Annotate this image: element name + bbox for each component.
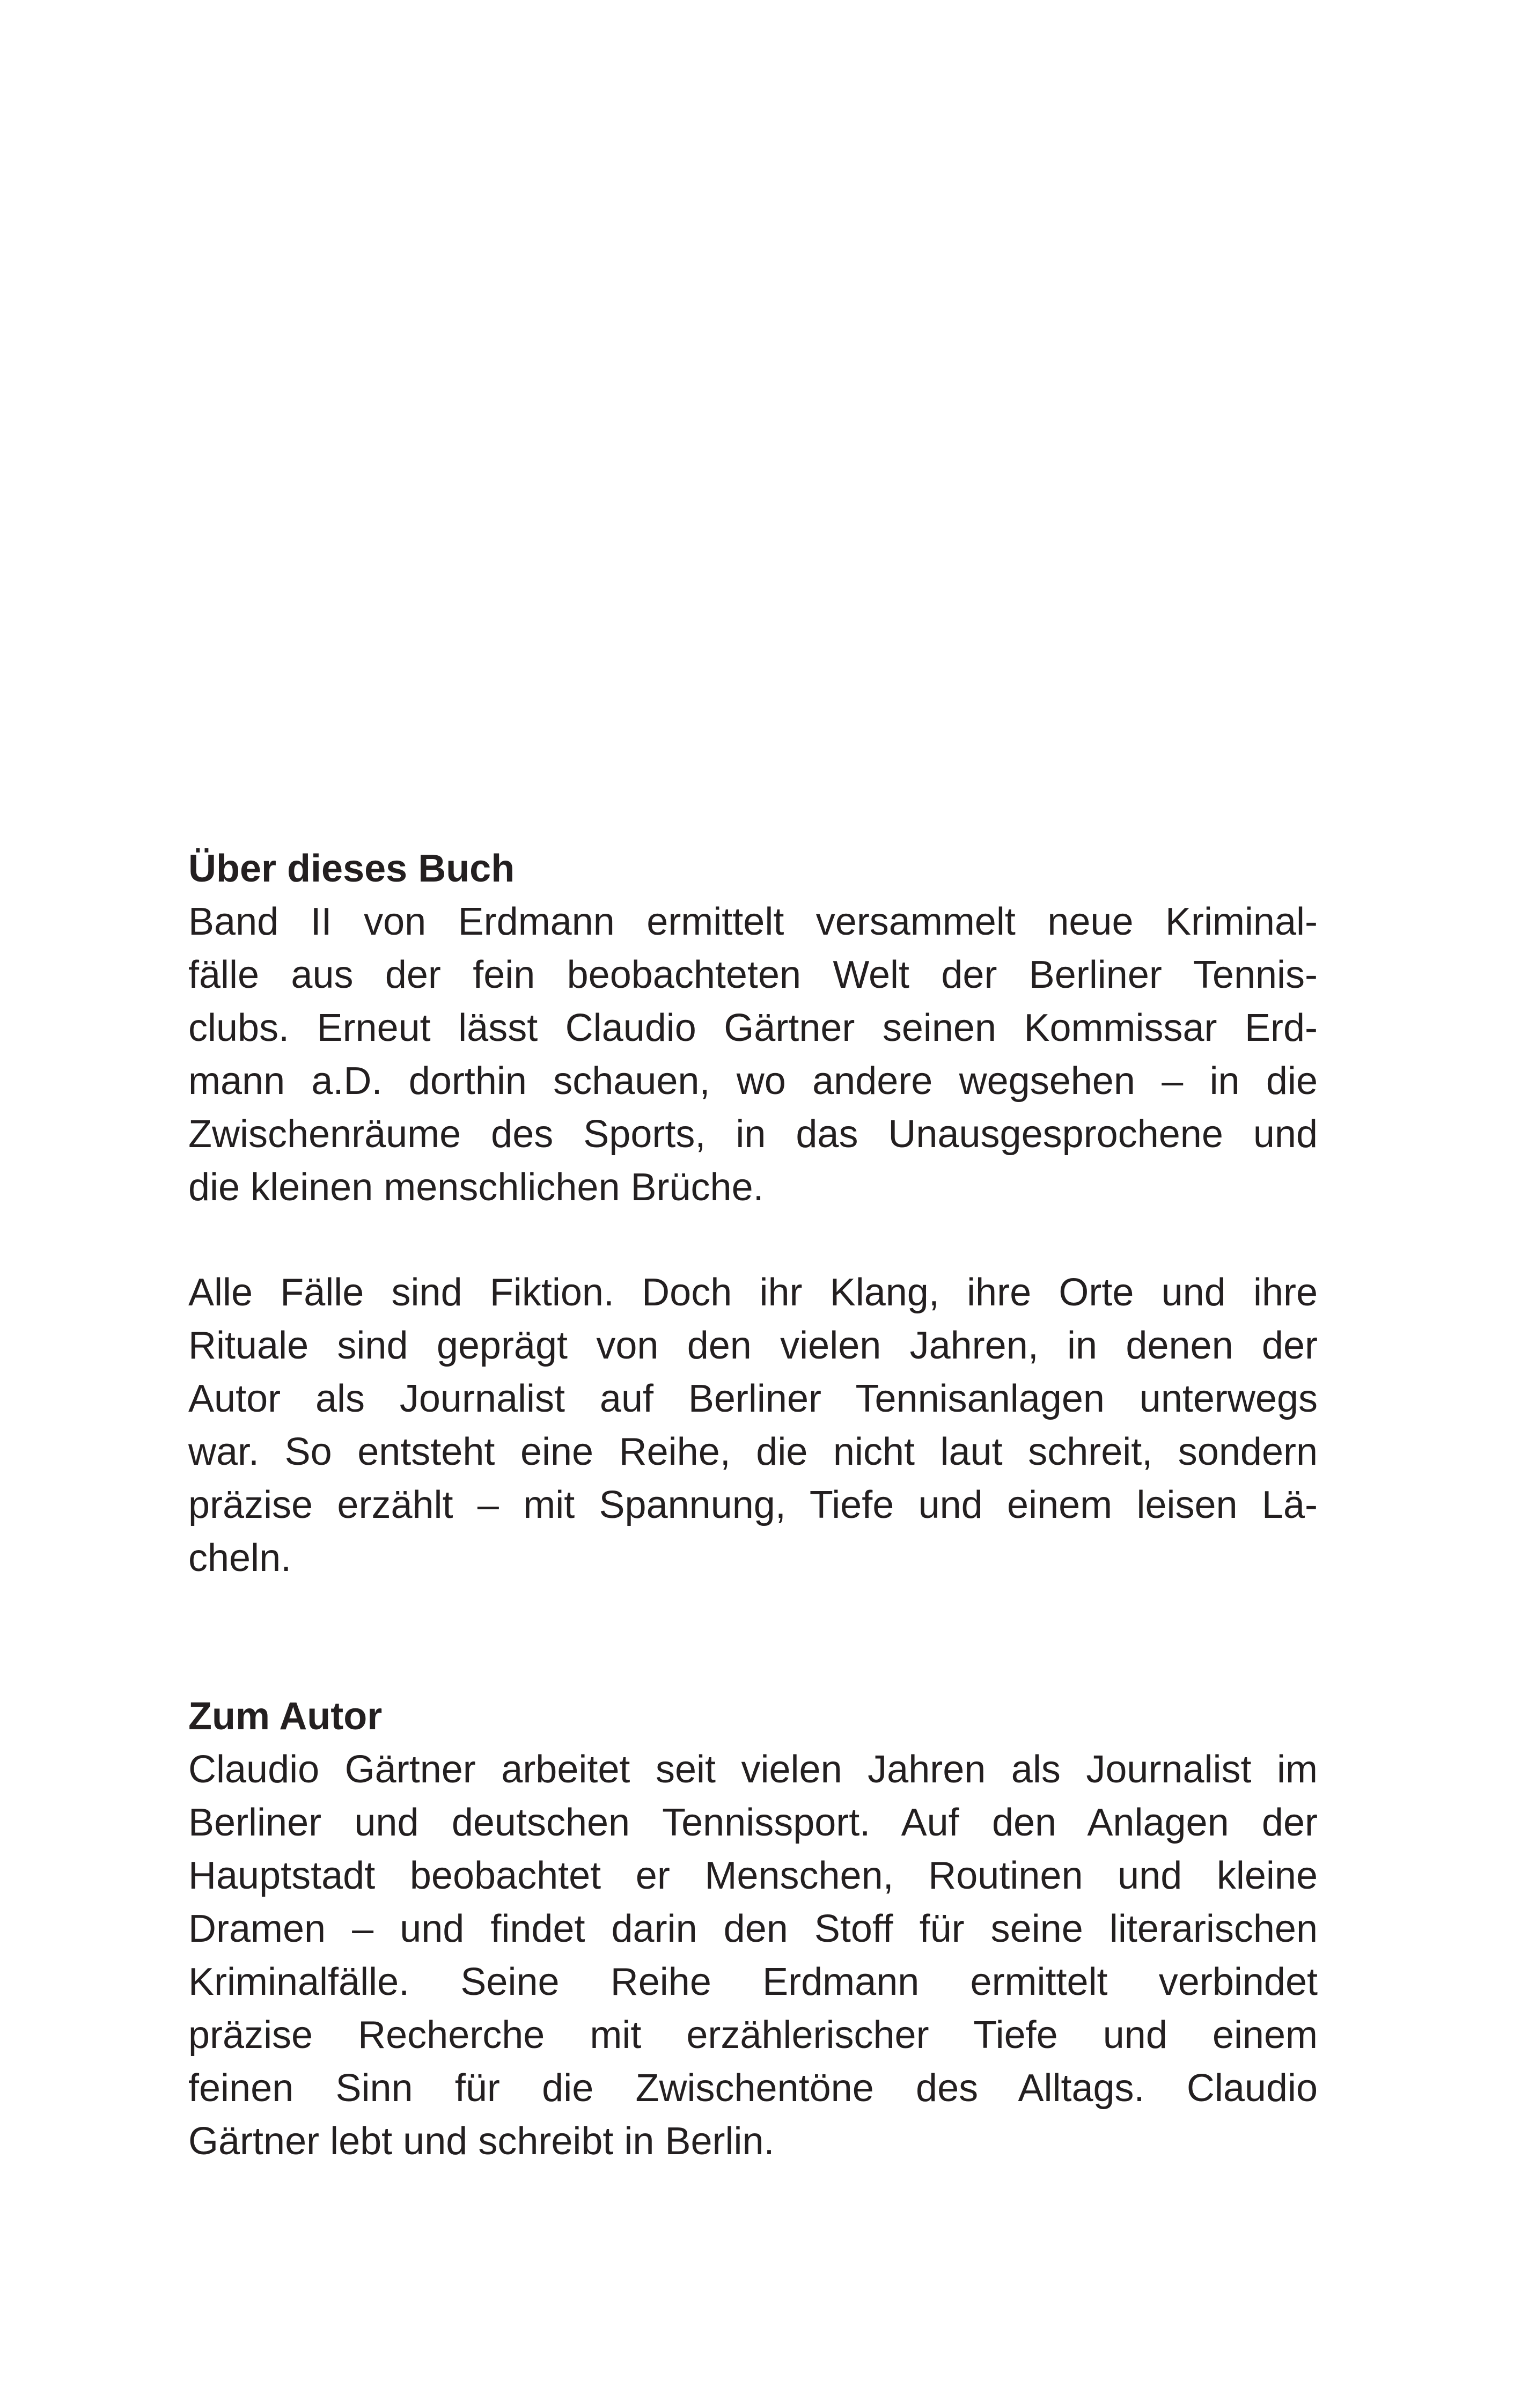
text-line: Rituale sind geprägt von den vielen Jahren, in denen der — [188, 1324, 1318, 1367]
text-line: fälle aus der fein beobachteten Welt der Berliner Tennis- — [188, 953, 1318, 996]
about-book-heading: Über dieses Buch — [188, 847, 515, 890]
text-line: war. So entsteht eine Reihe, die nicht laut schreit, sondern — [188, 1430, 1318, 1473]
about-author-heading: Zum Autor — [188, 1695, 383, 1738]
about-book-paragraph-2 — [188, 1266, 1318, 1585]
text-line: Berliner und deutschen Tennissport. Auf den Anlagen der — [188, 1801, 1318, 1844]
text-line: Dramen – und findet darin den Stoff für seine literarischen — [188, 1907, 1318, 1950]
text-line: Band II von Erdmann ermittelt versammelt neue Kriminal- — [188, 900, 1318, 943]
text-line: die kleinen menschlichen Brüche. — [188, 1166, 764, 1209]
text-line: Claudio Gärtner arbeitet seit vielen Jahren als Journalist im — [188, 1748, 1318, 1791]
text-line: feinen Sinn für die Zwischentöne des Alltags. Claudio — [188, 2067, 1318, 2110]
text-line: mann a.D. dorthin schauen, wo andere wegsehen – in die — [188, 1060, 1318, 1103]
text-line: cheln. — [188, 1537, 292, 1580]
text-line: Zwischenräume des Sports, in das Unausgesprochene und — [188, 1113, 1318, 1156]
text-line: Autor als Journalist auf Berliner Tennisanlagen unterwegs — [188, 1377, 1318, 1420]
text-line: präzise erzählt – mit Spannung, Tiefe und einem leisen Lä- — [188, 1484, 1318, 1526]
text-line: Gärtner lebt und schreibt in Berlin. — [188, 2120, 775, 2163]
text-line: Alle Fälle sind Fiktion. Doch ihr Klang, ihre Orte und ihre — [188, 1271, 1318, 1314]
text-line: clubs. Erneut lässt Claudio Gärtner seinen Kommissar Erd- — [188, 1007, 1318, 1049]
text-line: Kriminalfälle. Seine Reihe Erdmann ermittelt verbindet — [188, 1961, 1318, 2003]
text-line: präzise Recherche mit erzählerischer Tiefe und einem — [188, 2014, 1318, 2057]
about-author-section — [188, 1690, 1318, 2168]
about-book-section — [188, 842, 1318, 1214]
text-line: Hauptstadt beobachtet er Menschen, Routinen und kleine — [188, 1854, 1318, 1897]
